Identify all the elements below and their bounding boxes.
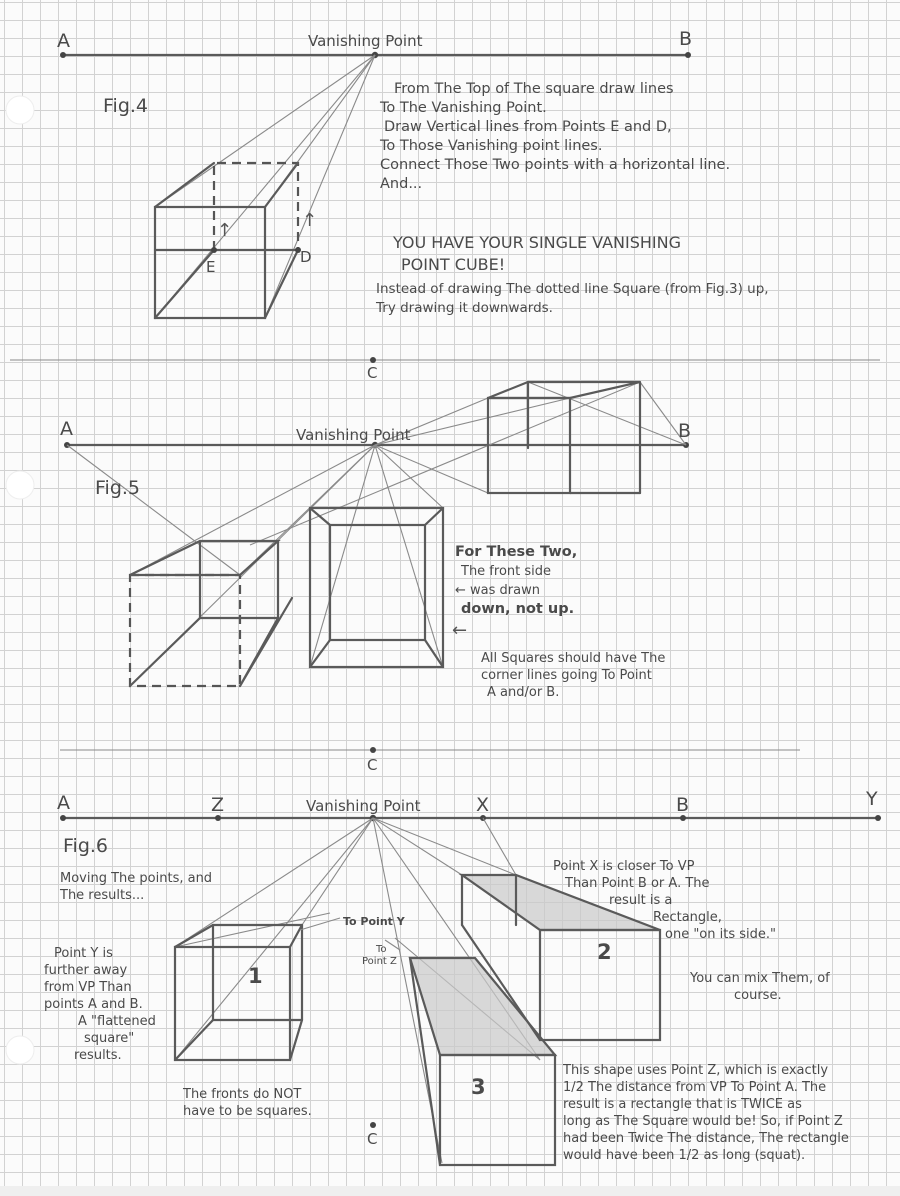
fig5-front-note: For These Two, The front side ← was drawn down, not up.: [455, 544, 578, 617]
fig5-label-vanishing-point: Vanishing Point: [296, 426, 411, 444]
fig4-label-e: E: [206, 258, 216, 276]
fig4-instead-note: Instead of drawing The dotted line Square (from Fig.3) up, Try drawing it downwards.: [376, 281, 769, 316]
fig6-title: Fig.6: [63, 835, 109, 857]
fig6-label-x: X: [476, 794, 490, 816]
fig4-point-b-dot: [685, 52, 691, 58]
fig6-point-z-note: This shape uses Point Z, which is exactly 1/2 The distance from VP To Point A. The result is a rectangle that is TWICE as long as The Square would be! So, if Point Z had been Twice The distance, The rectangle would have been 1/2 as long (squat).: [563, 1063, 849, 1163]
fig5-label-b: B: [678, 420, 692, 442]
fig5-corner-note: All Squares should have The corner lines going To Point A and/or B.: [481, 651, 666, 700]
fig6-mix-note: You can mix Them, of course.: [690, 971, 830, 1003]
binder-hole-top: [6, 96, 34, 124]
fig6-label-c: C: [367, 1130, 378, 1148]
fig6-intro: Moving The points, and The results...: [60, 871, 213, 903]
fig6-point-y-note: Point Y is further away from VP Than points A and B. A "flattened square" results.: [44, 946, 156, 1063]
arrow-up-icon: ↑: [217, 220, 233, 241]
fig6-label-b: B: [676, 794, 690, 816]
fig6-box-1-number: 1: [248, 964, 263, 988]
fig6-to-point-z: To Point Z: [362, 944, 397, 967]
page-bottom-edge: [0, 1186, 900, 1196]
fig6-label-y: Y: [866, 788, 878, 810]
separator-2-label-c: C: [367, 756, 378, 774]
binder-hole-middle: [6, 471, 34, 499]
arrow-left-icon: ←: [455, 583, 471, 598]
fig4-label-b: B: [679, 28, 693, 50]
fig6-point-x-note: Point X is closer To VP Than Point B or A. The result is a Rectangle, one "on its side.": [553, 859, 776, 942]
fig4-point-a-dot: [60, 52, 66, 58]
fig4-label-a: A: [57, 30, 70, 52]
fig6-to-point-y: To Point Y: [343, 915, 405, 928]
binder-hole-bottom: [6, 1036, 34, 1064]
fig5-left-box-top: [130, 541, 278, 575]
fig6-box-3-number: 3: [471, 1075, 486, 1099]
arrow-left-icon: ←: [452, 620, 468, 641]
fig5-label-a: A: [60, 418, 73, 440]
fig6-box-2-number: 2: [597, 940, 612, 964]
fig4-label-vanishing-point: Vanishing Point: [308, 32, 423, 50]
fig4-headline: YOU HAVE YOUR SINGLE VANISHING POINT CUBE!: [393, 233, 681, 274]
fig6-box-3-front: [440, 1055, 555, 1165]
fig4-label-d: D: [300, 248, 312, 266]
arrow-up-icon: ↑: [302, 210, 318, 231]
fig5-title: Fig.5: [95, 477, 141, 499]
fig6-label-a: A: [57, 792, 70, 814]
fig6-fronts-note: The fronts do NOT have to be squares.: [183, 1087, 312, 1119]
fig4-instructions: From The Top of The square draw lines To The Vanishing Point. Draw Vertical lines from Points E and D, To Those Vanishing point lines. Connect Those Two points with a horizontal line. And...: [380, 81, 731, 192]
separator-1-label-c: C: [367, 364, 378, 382]
fig4-title: Fig.4: [103, 95, 149, 117]
fig6-label-vanishing-point: Vanishing Point: [306, 797, 421, 815]
fig6-label-z: Z: [211, 794, 225, 816]
